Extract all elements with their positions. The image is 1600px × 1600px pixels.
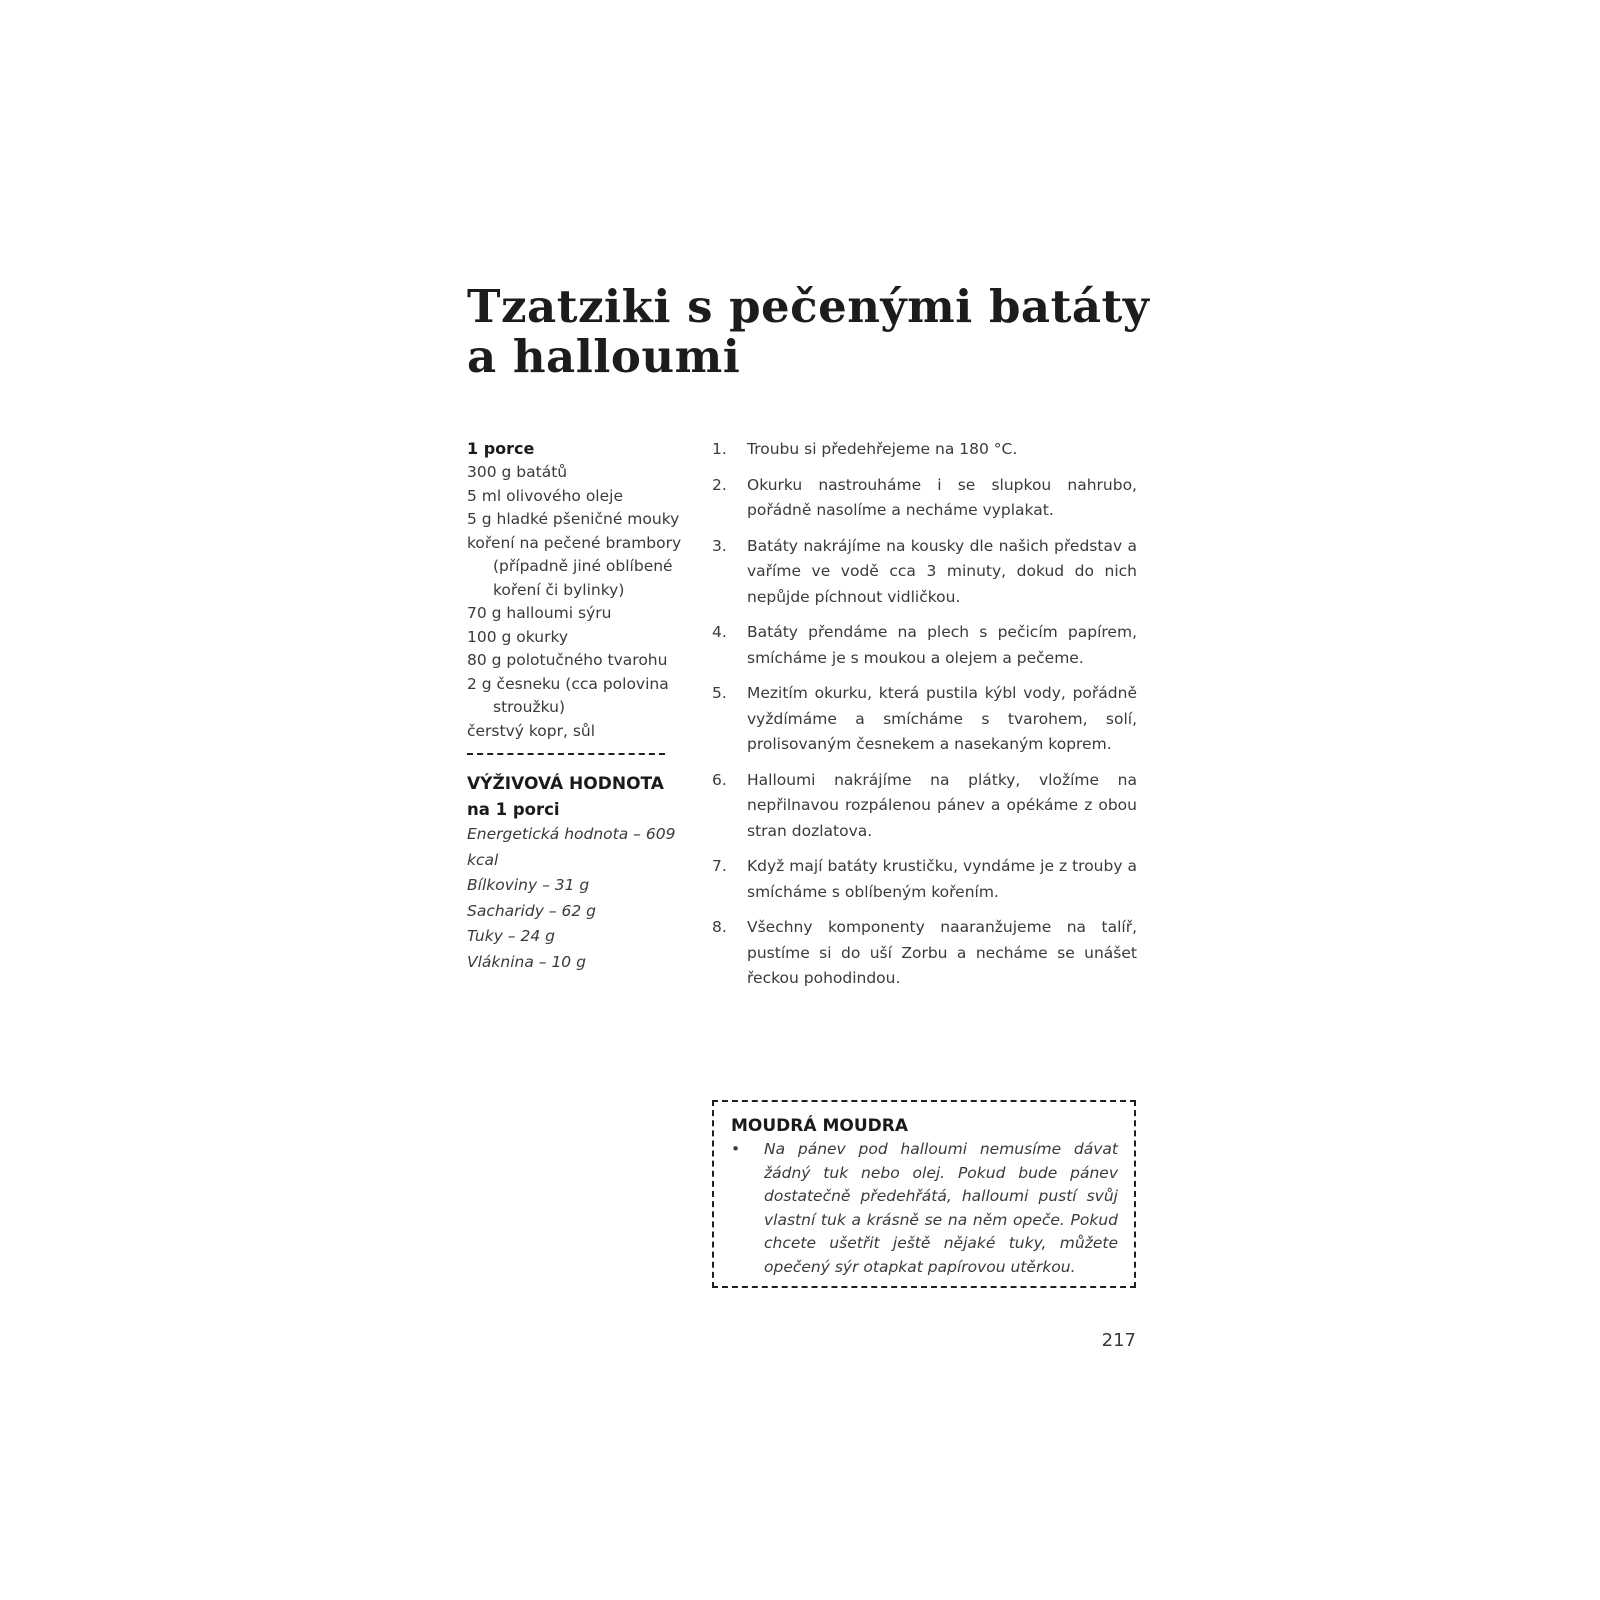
ingredient-item: 2 g česneku (cca polovina stroužku) bbox=[467, 674, 669, 716]
page-number: 217 bbox=[1101, 1330, 1136, 1351]
step-number: 3. bbox=[712, 536, 727, 555]
step-text: Batáty přendáme na plech s pečicím papírem, smícháme je s moukou a olejem a pečeme. bbox=[747, 623, 1137, 667]
nutrition-item: Tuky – 24 g bbox=[467, 927, 555, 945]
ingredient-item: 300 g batátů bbox=[467, 463, 568, 481]
instruction-step bbox=[712, 620, 1137, 671]
step-text: Halloumi nakrájíme na plátky, vložíme na nepřilnavou rozpálenou pánev a opékáme z obou stran dozlatova. bbox=[747, 770, 1137, 840]
tip-text: Na pánev pod halloumi nemusíme dávat žádný tuk nebo olej. Pokud bude pánev dostatečně předehřátá, halloumi pustí svůj vlastní tuk a krásně se na něm opeče. Pokud chcete ušetřit ještě nějaké tuky, můžete opečený sýr otapkat papírovou utěrkou. bbox=[764, 1140, 1118, 1276]
step-number: 1. bbox=[712, 440, 727, 458]
ingredient-item: čerstvý kopr, sůl bbox=[467, 721, 596, 740]
step-text: Mezitím okurku, která pustila kýbl vody, pořádně vyždímáme a smícháme s tvarohem, solí, prolisovaným česnekem a nasekaným koprem. bbox=[747, 684, 1137, 753]
ingredient-item: 100 g okurky bbox=[467, 627, 569, 646]
instruction-step bbox=[712, 437, 1137, 463]
portion-label: 1 porce bbox=[467, 439, 535, 458]
step-number: 6. bbox=[712, 770, 727, 789]
nutrition-item: Vláknina – 10 g bbox=[467, 952, 586, 971]
nutrition-subheading: na 1 porci bbox=[467, 800, 560, 819]
step-text: Batáty nakrájíme na kousky dle našich představ a vaříme ve vodě cca 3 minuty, dokud do nich nepůjde píchnout vidličkou. bbox=[747, 536, 1137, 606]
instruction-step bbox=[712, 534, 1137, 611]
step-text: Troubu si předehřejeme na 180 °C. bbox=[747, 440, 1018, 458]
recipe-title-line-2: a halloumi bbox=[467, 330, 741, 383]
tip-item bbox=[731, 1138, 1118, 1279]
bullet-icon: • bbox=[731, 1140, 741, 1158]
step-text: Když mají batáty krustičku, vyndáme je z trouby a smícháme s oblíbeným kořením. bbox=[747, 857, 1137, 901]
ingredient-list bbox=[467, 461, 697, 743]
nutrition-item: Sacharidy – 62 g bbox=[467, 901, 596, 920]
step-number: 7. bbox=[712, 857, 727, 875]
step-number: 4. bbox=[712, 623, 727, 641]
tip-heading: MOUDRÁ MOUDRA bbox=[731, 1116, 908, 1136]
instruction-step bbox=[712, 854, 1137, 905]
instruction-step bbox=[712, 915, 1137, 992]
ingredient-item: koření na pečené brambory (případně jiné oblíbené koření či bylinky) bbox=[467, 533, 682, 599]
nutrition-list bbox=[467, 822, 697, 975]
nutrition-heading: VÝŽIVOVÁ HODNOTA bbox=[467, 774, 664, 794]
ingredient-item: 80 g polotučného tvarohu bbox=[467, 651, 668, 669]
step-number: 5. bbox=[712, 684, 727, 702]
ingredient-item: 5 g hladké pšeničné mouky bbox=[467, 510, 680, 528]
step-number: 8. bbox=[712, 918, 727, 936]
instruction-step bbox=[712, 768, 1137, 845]
instructions-list bbox=[712, 437, 1137, 1002]
dashed-divider bbox=[467, 753, 665, 755]
instruction-step bbox=[712, 473, 1137, 524]
recipe-title-line-1: Tzatziki s pečenými batáty bbox=[467, 280, 1150, 333]
step-text: Všechny komponenty naaranžujeme na talíř, pustíme si do uší Zorbu a necháme se unášet řeckou pohodindou. bbox=[747, 918, 1137, 987]
ingredient-item: 70 g halloumi sýru bbox=[467, 604, 612, 622]
ingredients-column bbox=[467, 437, 697, 975]
instruction-step bbox=[712, 681, 1137, 758]
step-text: Okurku nastrouháme i se slupkou nahrubo, pořádně nasolíme a necháme vyplakat. bbox=[747, 475, 1137, 519]
ingredient-item: 5 ml olivového oleje bbox=[467, 486, 623, 505]
recipe-title bbox=[467, 282, 1167, 382]
nutrition-item: Bílkoviny – 31 g bbox=[467, 876, 590, 894]
nutrition-item: Energetická hodnota – 609 kcal bbox=[467, 825, 676, 869]
tip-box bbox=[712, 1100, 1136, 1288]
step-number: 2. bbox=[712, 475, 727, 494]
